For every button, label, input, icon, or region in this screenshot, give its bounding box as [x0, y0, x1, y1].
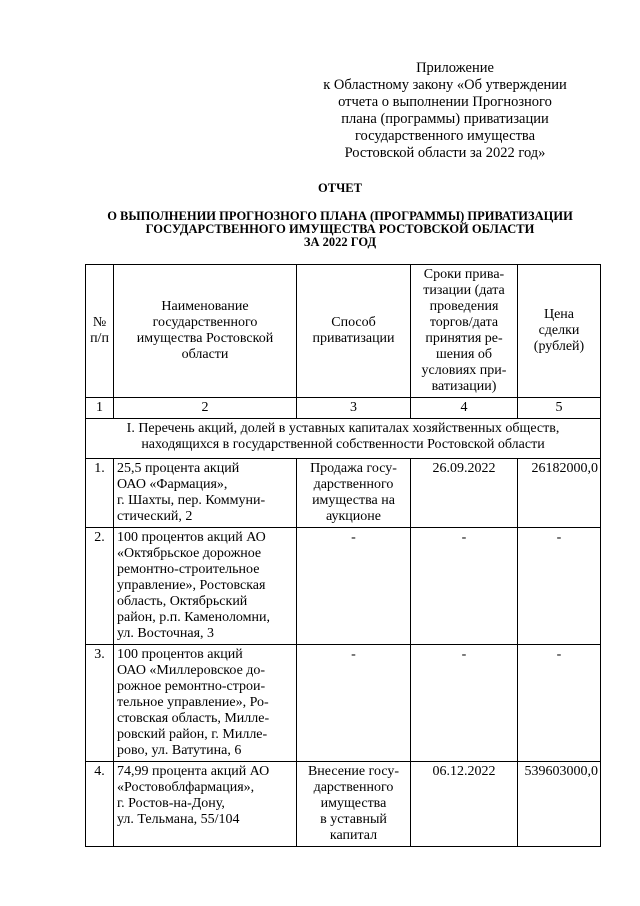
row-property-name: 100 процентов акций АО «Октябрьское дорожное ремонтно-строительное управление», Ростовская область, Октябрьский район, р.п. Каменоломни, ул. Восточная, 3 — [114, 528, 297, 645]
column-number: 4 — [411, 398, 518, 419]
table-row — [86, 459, 601, 528]
privatization-table — [85, 264, 601, 847]
row-method: - — [297, 645, 411, 762]
column-number-row — [86, 398, 601, 419]
appendix-line: к Областному закону «Об утверждении — [323, 77, 567, 93]
column-number: 2 — [114, 398, 297, 419]
row-date: - — [411, 645, 518, 762]
column-number: 1 — [86, 398, 114, 419]
appendix-line: Ростовской области за 2022 год» — [344, 145, 546, 161]
appendix-line: государственного имущества — [354, 128, 536, 144]
row-price: - — [518, 645, 601, 762]
table-row — [86, 528, 601, 645]
row-number: 2. — [86, 528, 114, 645]
appendix-block — [310, 60, 580, 162]
report-subtitle-line: ЗА 2022 ГОД — [303, 235, 377, 249]
row-method: Продажа госу- дарственного имущества на аукционе — [297, 459, 411, 528]
row-property-name: 25,5 процента акций ОАО «Фармация», г. Шахты, пер. Коммуни- стический, 2 — [114, 459, 297, 528]
section-title: I. Перечень акций, долей в уставных капиталах хозяйственных обществ, находящихся в государственной собственности Ростовской области — [86, 419, 601, 459]
table-header-row — [86, 265, 601, 398]
header-name: Наименование государственного имущества Ростовской области — [114, 265, 297, 398]
row-price: 26182000,0 — [518, 459, 601, 528]
table-row — [86, 645, 601, 762]
report-subtitle-line: ГОСУДАРСТВЕННОГО ИМУЩЕСТВА РОСТОВСКОЙ ОБЛАСТИ — [145, 222, 535, 236]
column-number: 5 — [518, 398, 601, 419]
header-terms: Сроки прива- тизации (дата проведения торгов/дата принятия ре- шения об условиях при- ватизации) — [411, 265, 518, 398]
row-method: Внесение госу- дарственного имущества в уставный капитал — [297, 762, 411, 847]
row-number: 1. — [86, 459, 114, 528]
report-title: ОТЧЕТ — [318, 181, 362, 195]
appendix-line: отчета о выполнении Прогнозного — [338, 94, 552, 110]
header-price: Цена сделки (рублей) — [518, 265, 601, 398]
appendix-line: плана (программы) приватизации — [341, 111, 549, 127]
section-row — [86, 419, 601, 459]
report-subtitle-line: О ВЫПОЛНЕНИИ ПРОГНОЗНОГО ПЛАНА (ПРОГРАММЫ) ПРИВАТИЗАЦИИ — [107, 209, 573, 223]
row-price: - — [518, 528, 601, 645]
row-number: 3. — [86, 645, 114, 762]
row-date: 26.09.2022 — [411, 459, 518, 528]
row-date: - — [411, 528, 518, 645]
row-number: 4. — [86, 762, 114, 847]
row-price: 539603000,0 — [518, 762, 601, 847]
report-subtitle — [80, 210, 600, 249]
row-date: 06.12.2022 — [411, 762, 518, 847]
row-method: - — [297, 528, 411, 645]
row-property-name: 74,99 процента акций АО «Ростовоблфармация», г. Ростов-на-Дону, ул. Тельмана, 55/104 — [114, 762, 297, 847]
header-method: Способ приватизации — [297, 265, 411, 398]
column-number: 3 — [297, 398, 411, 419]
appendix-heading: Приложение — [416, 60, 494, 76]
header-num: № п/п — [86, 265, 114, 398]
row-property-name: 100 процентов акций ОАО «Миллеровское до- рожное ремонтно-строи- тельное управление», Ро- стовская область, Милле- ровский район, г. Милле- рово, ул. Ватутина, 6 — [114, 645, 297, 762]
table-row — [86, 762, 601, 847]
